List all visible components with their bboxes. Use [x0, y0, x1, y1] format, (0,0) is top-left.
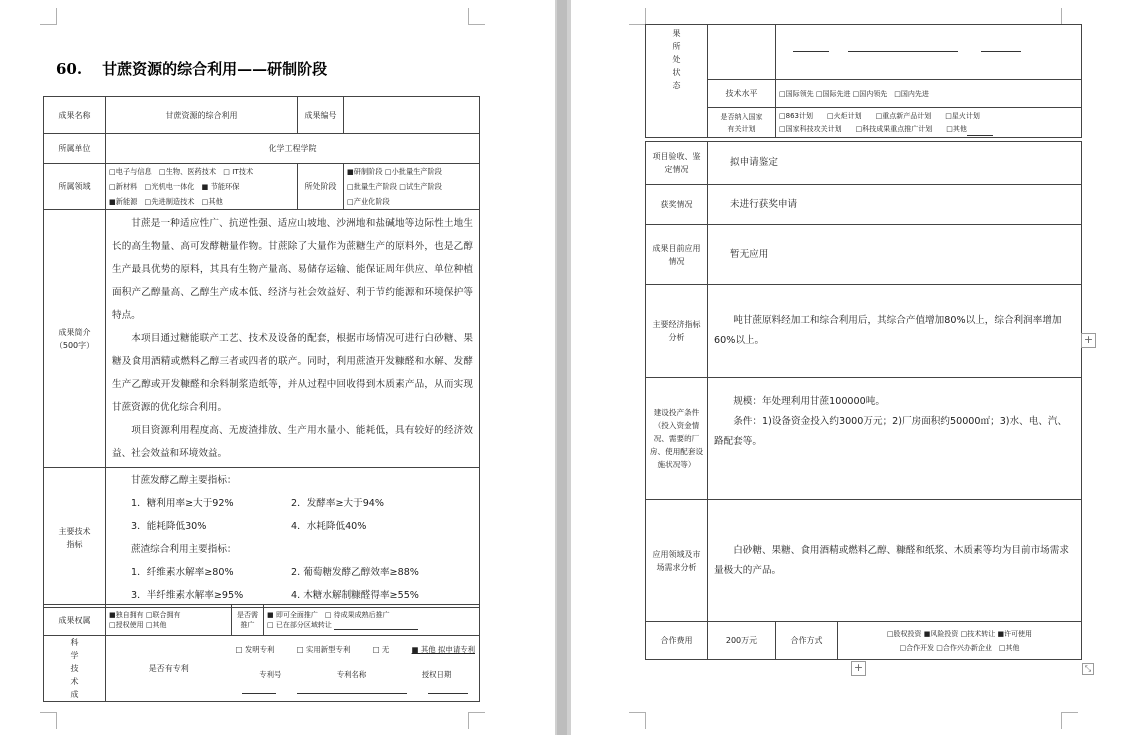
status-blank-cell	[708, 25, 776, 80]
field-line: □电子与信息 □生物、医药技术 □ IT技术	[109, 167, 254, 176]
indicator-row: 3．能耗降低30% 4．水耗降低40%	[131, 520, 367, 532]
market-label: 应用领域及市场需求分析	[646, 500, 708, 622]
market-value[interactable]: 白砂糖、果糖、食用酒精或燃料乙醇、糠醛和纸浆、木质素等均为目前市场需求量极大的产品。	[708, 500, 1082, 622]
fee-label: 合作费用	[646, 622, 708, 660]
right-page	[571, 0, 1125, 735]
unit-value[interactable]: 化学工程学院	[106, 134, 480, 164]
summary-label	[44, 210, 106, 468]
field-line: □新材料 □光机电一体化 ■ 节能环保	[109, 182, 240, 191]
page-title	[56, 58, 327, 79]
promo-line: □ 已在部分区域转让	[267, 620, 476, 630]
acceptance-label: 项目验收、鉴定情况	[646, 142, 708, 185]
row-status-top	[646, 25, 1082, 80]
crop-mark	[468, 712, 485, 729]
add-row-handle[interactable]: +	[851, 661, 866, 676]
indicator-row: 1．糖利用率≥大于92% 2．发酵率≥大于94%	[131, 497, 385, 509]
stage-line: □产业化阶段	[347, 197, 390, 206]
tech-level-label: 技术水平	[708, 80, 776, 108]
summary-paragraph: 本项目通过糖能联产工艺、技术及设备的配套，根据市场情况可进行白砂糖、果糖及食用酒精或燃料乙醇三者或四者的联产。同时，利用蔗渣开发糠醛和水解、发酵生产乙醇或开发糠醛和余料制浆造纸等，并从过程中回收得到木质素产品，从而实现甘蔗资源的优化综合利用。	[112, 333, 473, 413]
conditions-line: 条件：1)设备资金投入约3000万元；2)厂房面积约50000㎡；3)水、电、汽、路配套等。	[714, 416, 1068, 447]
row-acceptance	[646, 142, 1082, 185]
promo-line: ■ 即可全面推广 □ 待成果成熟后推广	[267, 611, 390, 619]
conditions-line: 规模：年处理利用甘蔗100000吨。	[733, 396, 885, 407]
summary-label-main: 成果简介	[58, 327, 91, 337]
indicators-content[interactable]	[106, 468, 480, 608]
row-awards	[646, 185, 1082, 225]
stage-options[interactable]	[344, 164, 480, 210]
fee-value[interactable]: 200万元	[708, 622, 776, 660]
economics-label: 主要经济指标分析	[646, 285, 708, 378]
name-value[interactable]: 甘蔗资源的综合利用	[106, 97, 298, 134]
field-label: 所属领域	[44, 164, 106, 210]
indicator-title: 蔗渣综合利用主要指标：	[131, 543, 237, 555]
row-national-plan	[646, 108, 1082, 138]
table-resize-handle[interactable]: ⤡	[1082, 663, 1094, 675]
summary-paragraph: 项目资源利用程度高、无废渣排放、生产用水量小、能耗低，具有较好的经济效益、社会效益和环境效益。	[112, 425, 473, 459]
awards-label: 获奖情况	[646, 185, 708, 225]
page-gutter	[555, 0, 571, 735]
row-conditions	[646, 378, 1082, 500]
awards-value[interactable]: 未进行获奖申请	[708, 185, 1082, 225]
unit-label: 所属单位	[44, 134, 106, 164]
acceptance-value[interactable]: 拟申请鉴定	[708, 142, 1082, 185]
ownership-line: □授权使用 □其他	[109, 621, 167, 629]
section-number: 60.	[56, 60, 83, 78]
stage-line: □批量生产阶段 □试生产阶段	[347, 182, 442, 191]
crop-mark	[468, 8, 485, 25]
no-label: 成果编号	[298, 97, 344, 134]
no-value[interactable]	[344, 97, 480, 134]
row-application	[646, 225, 1082, 285]
national-plan-options[interactable]: □863计划 □火炬计划 □重点新产品计划 □星火计划 □国家科技攻关计划 □科技成果重点推广计划 □其他	[776, 108, 1082, 138]
add-row-handle[interactable]: +	[1081, 333, 1096, 348]
indicators-label: 主要技术指标	[44, 468, 106, 608]
application-value[interactable]: 暂无应用	[708, 225, 1082, 285]
row-market	[646, 500, 1082, 622]
ownership-line: ■独自拥有 □联合拥有	[109, 611, 181, 619]
row-summary	[44, 210, 480, 468]
patent-name-head: 专利名称	[336, 669, 367, 679]
conditions-label: 建设投产条件（投入资金情况、需要的厂房、使用配套设施状况等）	[646, 378, 708, 500]
mode-options[interactable]: □股权投资 ■风险投资 □技术转让 ■许可使用 □合作开发 □合作兴办新企业 □其他	[838, 622, 1082, 660]
row-field	[44, 164, 480, 210]
field-line: ■新能源 □先进制造技术 □其他	[109, 197, 223, 206]
status-vertical-label: 果所处状态	[646, 25, 708, 138]
row-economics	[646, 285, 1082, 378]
section-title: 甘蔗资源的综合利用——研制阶段	[102, 60, 328, 78]
patent-options[interactable]: □ 发明专利 □ 实用新型专利 □ 无 ■ 其他 拟申请专利	[235, 644, 475, 654]
economics-value[interactable]: 吨甘蔗原料经加工和综合利用后，其综合产值增加80%以上，综合利润率增加60%以上。	[708, 285, 1082, 378]
application-label: 成果目前应用情况	[646, 225, 708, 285]
row-patent	[44, 636, 480, 702]
summary-text[interactable]	[106, 210, 480, 468]
crop-mark	[40, 712, 57, 729]
indicator-title: 甘蔗发酵乙醇主要指标：	[131, 474, 237, 486]
crop-mark	[40, 8, 57, 25]
achievement-form-part3	[645, 24, 1082, 138]
summary-label-sub: （500字）	[54, 340, 95, 350]
crop-mark	[629, 8, 646, 25]
achievement-form-part2	[43, 604, 480, 702]
name-label: 成果名称	[44, 97, 106, 134]
promo-label: 是否需推广	[232, 605, 264, 636]
crop-mark	[1061, 8, 1078, 25]
patent-content[interactable]	[232, 636, 480, 702]
mode-label: 合作方式	[776, 622, 838, 660]
conditions-value[interactable]	[708, 378, 1082, 500]
achievement-form-part4	[645, 141, 1082, 660]
indicator-row: 3．半纤维素水解率≥95% 4. 木糖水解制糠醛得率≥55%	[131, 589, 419, 601]
patent-no-head: 专利号	[259, 669, 282, 679]
indicator-row: 1．纤维素水解率≥80% 2. 葡萄糖发酵乙醇效率≥88%	[131, 566, 419, 578]
ownership-label: 成果权属	[44, 605, 106, 636]
crop-mark	[629, 712, 646, 729]
row-cooperation	[646, 622, 1082, 660]
row-name	[44, 97, 480, 134]
achievement-form-part1	[43, 96, 480, 608]
patent-blank-lines[interactable]	[232, 684, 480, 694]
tech-level-options[interactable]: □国际领先 □国际先进 □国内领先 □国内先进	[776, 80, 1082, 108]
gutter-scrollbar[interactable]	[557, 0, 567, 735]
crop-mark	[1061, 712, 1078, 729]
patent-headings	[232, 669, 480, 680]
ownership-options[interactable]	[106, 605, 232, 636]
row-ownership	[44, 605, 480, 636]
field-options[interactable]	[106, 164, 298, 210]
summary-paragraph: 甘蔗是一种适应性广、抗逆性强、适应山坡地、沙洲地和盐碱地等边际性土地生长的高生物量、高可发酵糖量作物。甘蔗除了大量作为蔗糖生产的原料外，也是乙醇生产最具优势的原料，其具有生物产量高、易储存运输、能保证周年供应、单位种植面积产乙醇量高、乙醇生产成本低、经济与社会效益好、利于节约能源和环境保护等特点。	[112, 218, 473, 321]
stage-line: ■研制阶段 □小批量生产阶段	[347, 167, 442, 176]
status-blank-lines[interactable]	[776, 25, 1082, 80]
stage-label: 所处阶段	[298, 164, 344, 210]
status-vertical-label: 科学技术成	[44, 636, 106, 702]
left-page	[0, 0, 555, 735]
patent-label: 是否有专利	[106, 636, 232, 702]
promo-options[interactable]	[264, 605, 480, 636]
patent-date-head: 授权日期	[421, 669, 452, 679]
row-tech-level	[646, 80, 1082, 108]
row-unit	[44, 134, 480, 164]
row-indicators	[44, 468, 480, 608]
national-plan-label: 是否纳入国家 有关计划	[708, 108, 776, 138]
